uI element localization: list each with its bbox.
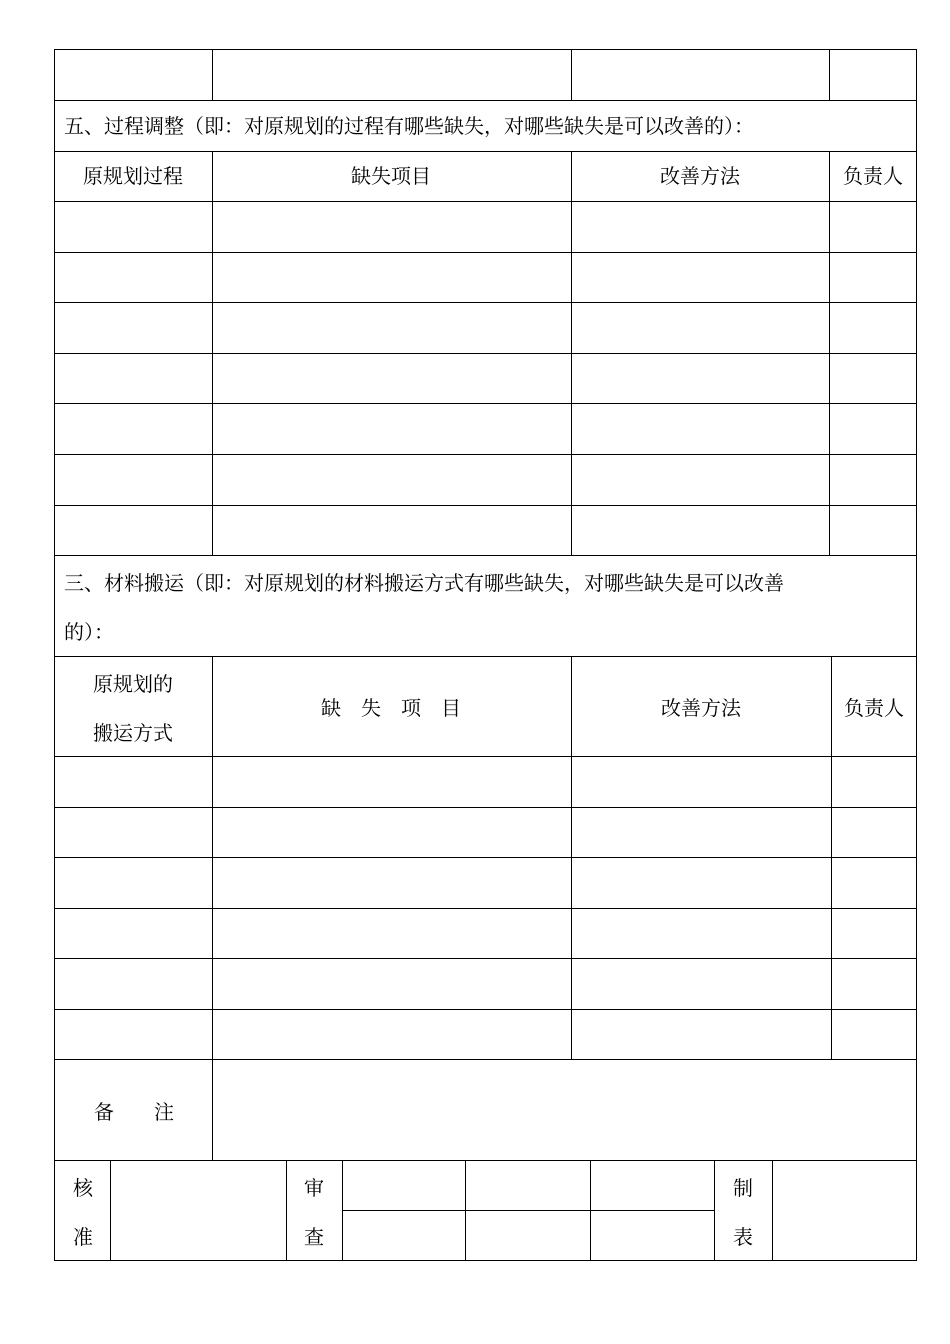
column-header-responsible-person: 负责人 — [843, 164, 903, 188]
rule — [54, 454, 917, 455]
approve-label-char-2: 准 — [73, 1225, 93, 1249]
review-label-char-1: 审 — [304, 1176, 324, 1200]
rule — [831, 656, 832, 1060]
rule — [829, 49, 830, 101]
approve-label-char-1: 核 — [73, 1176, 93, 1200]
rule — [54, 1009, 917, 1010]
section-3-heading-continued: 的）： — [64, 620, 114, 644]
rule — [212, 151, 213, 556]
remarks-field[interactable] — [213, 1060, 916, 1160]
table-border-right — [916, 49, 917, 1261]
rule — [54, 49, 917, 50]
rule — [54, 1260, 917, 1261]
prepare-label-char-2: 表 — [733, 1225, 753, 1249]
rule — [54, 908, 917, 909]
column-header-original-planned: 原规划的 — [93, 672, 173, 696]
rule — [54, 958, 917, 959]
reviewer-field[interactable] — [591, 1211, 714, 1260]
rule — [54, 857, 917, 858]
review-label-char-2: 查 — [304, 1225, 324, 1249]
rule — [54, 403, 917, 404]
rule — [54, 656, 917, 657]
rule — [54, 252, 917, 253]
rule — [714, 1160, 715, 1261]
reviewer-field[interactable] — [591, 1161, 714, 1210]
rule — [54, 505, 917, 506]
reviewer-field[interactable] — [466, 1161, 590, 1210]
rule — [54, 151, 917, 152]
section-5-heading: 五、过程调整（即：对原规划的过程有哪些缺失，对哪些缺失是可以改善的）： — [64, 114, 754, 138]
reviewer-field[interactable] — [466, 1211, 590, 1260]
rule — [571, 49, 572, 101]
column-header-improvement-method: 改善方法 — [661, 696, 741, 720]
column-header-deficiency-items: 缺 失 项 目 — [321, 696, 461, 720]
preparer-signature-field[interactable] — [773, 1161, 916, 1260]
rule — [54, 353, 917, 354]
rule — [54, 555, 917, 556]
column-header-original-process: 原规划过程 — [83, 164, 183, 188]
table-border-left — [54, 49, 55, 1261]
section-3-heading: 三、材料搬运（即：对原规划的材料搬运方式有哪些缺失，对哪些缺失是可以改善 — [64, 571, 784, 595]
prepare-label-char-1: 制 — [733, 1176, 753, 1200]
column-header-responsible-person: 负责人 — [844, 696, 904, 720]
rule — [571, 656, 572, 1060]
column-header-deficiency-items: 缺失项目 — [351, 164, 431, 188]
rule — [212, 656, 213, 1060]
remarks-label: 备 注 — [94, 1100, 174, 1124]
rule — [212, 49, 213, 101]
reviewer-field[interactable] — [343, 1211, 465, 1260]
rule — [54, 302, 917, 303]
rule — [54, 201, 917, 202]
rule — [54, 807, 917, 808]
reviewer-field[interactable] — [343, 1161, 465, 1210]
column-header-improvement-method: 改善方法 — [660, 164, 740, 188]
rule — [54, 756, 917, 757]
rule — [829, 151, 830, 556]
rule — [571, 151, 572, 556]
column-header-handling-method: 搬运方式 — [93, 721, 173, 745]
rule — [54, 100, 917, 101]
rule — [286, 1160, 287, 1261]
approver-signature-field[interactable] — [111, 1161, 286, 1260]
